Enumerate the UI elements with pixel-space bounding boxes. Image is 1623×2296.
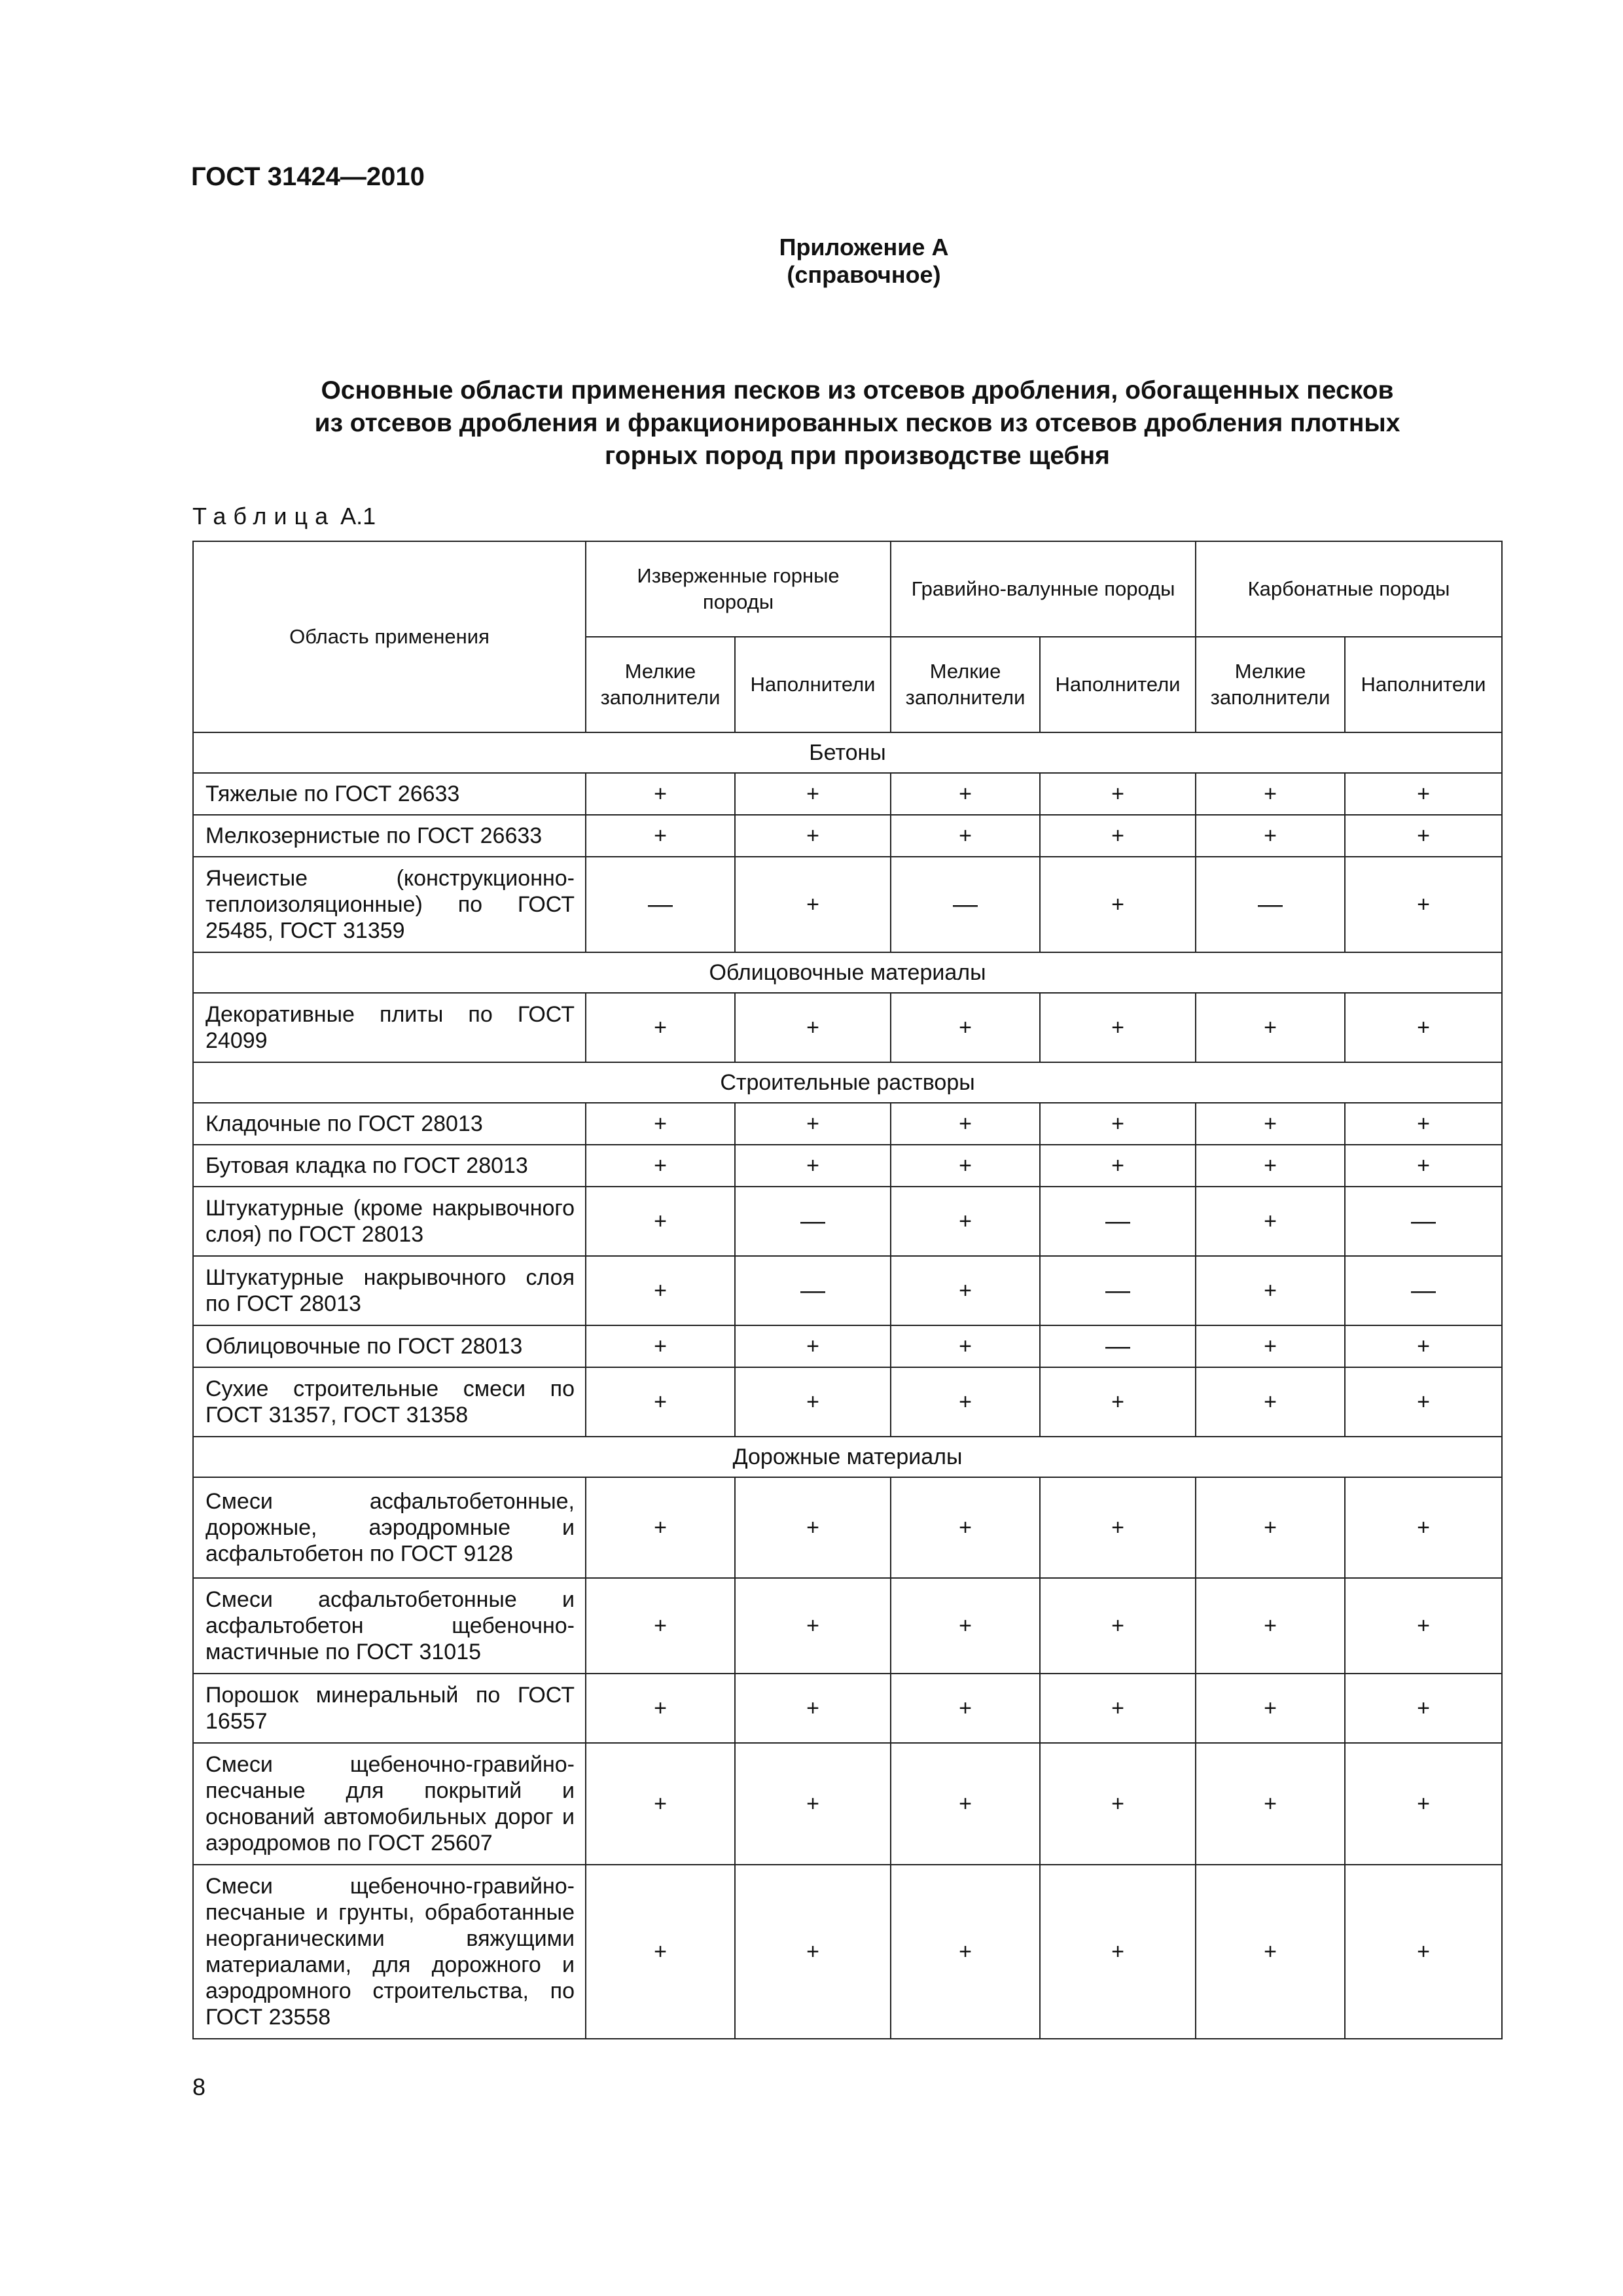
applicable-mark: + bbox=[1345, 1145, 1502, 1187]
header-group-carbonate: Карбонатные породы bbox=[1196, 541, 1502, 637]
applicable-mark: + bbox=[1345, 857, 1502, 952]
section-row bbox=[193, 1062, 1502, 1103]
applicable-mark: + bbox=[1196, 993, 1345, 1062]
applicable-mark: + bbox=[586, 773, 735, 815]
title-line: Основные области применения песков из отсевов дробления, обогащенных песков bbox=[321, 376, 1394, 404]
applicable-mark: + bbox=[1040, 1103, 1196, 1145]
table-row bbox=[193, 1256, 1502, 1325]
title-line: из отсевов дробления и фракционированных песков из отсевов дробления плотных bbox=[314, 409, 1400, 437]
applications-table bbox=[192, 541, 1503, 2039]
applicable-mark: + bbox=[1196, 1367, 1345, 1437]
applicable-mark: + bbox=[1345, 1367, 1502, 1437]
applicable-mark: + bbox=[586, 1578, 735, 1674]
header-fillers: Наполнители bbox=[1345, 637, 1502, 732]
section-title: Строительные растворы bbox=[193, 1062, 1502, 1103]
applicable-mark: + bbox=[735, 773, 891, 815]
applicable-mark: + bbox=[586, 1256, 735, 1325]
applicable-mark: + bbox=[1040, 1674, 1196, 1743]
applicable-mark: + bbox=[1345, 773, 1502, 815]
appendix-kind: (справочное) bbox=[787, 261, 941, 288]
applicable-mark: + bbox=[891, 773, 1040, 815]
applicable-mark: + bbox=[1345, 993, 1502, 1062]
document-code: ГОСТ 31424—2010 bbox=[191, 162, 425, 191]
applicable-mark: + bbox=[586, 1325, 735, 1367]
applicable-mark: + bbox=[1345, 1674, 1502, 1743]
applicable-mark: + bbox=[891, 1578, 1040, 1674]
application-name: Сухие строительные смеси по ГОСТ 31357, ГОСТ 31358 bbox=[193, 1367, 586, 1437]
applicable-mark: + bbox=[735, 993, 891, 1062]
applicable-mark: + bbox=[735, 857, 891, 952]
applicable-mark: + bbox=[1040, 857, 1196, 952]
applicable-mark: + bbox=[1040, 993, 1196, 1062]
table-row bbox=[193, 1743, 1502, 1865]
table-row bbox=[193, 1578, 1502, 1674]
table-row bbox=[193, 857, 1502, 952]
applicable-mark: + bbox=[1345, 1865, 1502, 2039]
applicable-mark: + bbox=[1196, 1145, 1345, 1187]
application-name: Декоративные плиты по ГОСТ 24099 bbox=[193, 993, 586, 1062]
applicable-mark: + bbox=[735, 1674, 891, 1743]
applicable-mark: + bbox=[735, 1865, 891, 2039]
section-row bbox=[193, 1437, 1502, 1477]
application-name: Ячеистые (конструкционно- теплоизоляционные) по ГОСТ 25485, ГОСТ 31359 bbox=[193, 857, 586, 952]
applicable-mark: + bbox=[891, 1103, 1040, 1145]
not-applicable-mark: — bbox=[1345, 1187, 1502, 1256]
applicable-mark: + bbox=[586, 1367, 735, 1437]
not-applicable-mark: — bbox=[1196, 857, 1345, 952]
application-name: Смеси асфальтобетонные, дорожные, аэродромные и асфальтобетон по ГОСТ 9128 bbox=[193, 1477, 586, 1578]
applicable-mark: + bbox=[891, 1477, 1040, 1578]
table-row bbox=[193, 1674, 1502, 1743]
applicable-mark: + bbox=[891, 1187, 1040, 1256]
applicable-mark: + bbox=[735, 1367, 891, 1437]
section-row bbox=[193, 952, 1502, 993]
title-line: горных пород при производстве щебня bbox=[605, 442, 1110, 470]
applicable-mark: + bbox=[1196, 773, 1345, 815]
not-applicable-mark: — bbox=[1040, 1187, 1196, 1256]
table-label-word: Таблица bbox=[192, 503, 336, 529]
applicable-mark: + bbox=[1345, 1325, 1502, 1367]
applicable-mark: + bbox=[891, 1367, 1040, 1437]
table-row bbox=[193, 1145, 1502, 1187]
section-title: Бетоны bbox=[193, 732, 1502, 773]
applicable-mark: + bbox=[1196, 1187, 1345, 1256]
application-name: Бутовая кладка по ГОСТ 28013 bbox=[193, 1145, 586, 1187]
application-name: Смеси асфальтобетонные и асфальтобетон щебеночно-мастичные по ГОСТ 31015 bbox=[193, 1578, 586, 1674]
applicable-mark: + bbox=[1196, 1477, 1345, 1578]
applicable-mark: + bbox=[735, 1103, 891, 1145]
application-name: Облицовочные по ГОСТ 28013 bbox=[193, 1325, 586, 1367]
applicable-mark: + bbox=[1196, 1578, 1345, 1674]
applicable-mark: + bbox=[1345, 815, 1502, 857]
header-row-groups bbox=[193, 541, 1502, 637]
applicable-mark: + bbox=[1345, 1477, 1502, 1578]
header-fillers: Наполнители bbox=[735, 637, 891, 732]
applicable-mark: + bbox=[1345, 1578, 1502, 1674]
not-applicable-mark: — bbox=[586, 857, 735, 952]
applicable-mark: + bbox=[1196, 1256, 1345, 1325]
applicable-mark: + bbox=[735, 1477, 891, 1578]
not-applicable-mark: — bbox=[1345, 1256, 1502, 1325]
applicable-mark: + bbox=[1345, 1743, 1502, 1865]
table-row bbox=[193, 1477, 1502, 1578]
application-name: Кладочные по ГОСТ 28013 bbox=[193, 1103, 586, 1145]
table-label bbox=[192, 503, 376, 530]
not-applicable-mark: — bbox=[1040, 1325, 1196, 1367]
applicable-mark: + bbox=[735, 1743, 891, 1865]
table-row bbox=[193, 993, 1502, 1062]
applicable-mark: + bbox=[1040, 1865, 1196, 2039]
applicable-mark: + bbox=[1040, 1145, 1196, 1187]
applicable-mark: + bbox=[735, 1325, 891, 1367]
table-row bbox=[193, 1865, 1502, 2039]
not-applicable-mark: — bbox=[891, 857, 1040, 952]
section-title: Дорожные материалы bbox=[193, 1437, 1502, 1477]
applicable-mark: + bbox=[586, 1145, 735, 1187]
section-row bbox=[193, 732, 1502, 773]
header-fine-aggregates: Мелкие заполнители bbox=[586, 637, 735, 732]
applicable-mark: + bbox=[735, 1145, 891, 1187]
applicable-mark: + bbox=[891, 1145, 1040, 1187]
application-name: Смеси щебеночно-гравийно-песчаные и грунты, обработанные неорганическими вяжущими материалами, для дорожного и аэродромного строительства, по ГОСТ 23558 bbox=[193, 1865, 586, 2039]
applicable-mark: + bbox=[891, 993, 1040, 1062]
applicable-mark: + bbox=[1196, 1103, 1345, 1145]
table-row bbox=[193, 1103, 1502, 1145]
applicable-mark: + bbox=[1196, 1743, 1345, 1865]
applicable-mark: + bbox=[1040, 1367, 1196, 1437]
applicable-mark: + bbox=[891, 815, 1040, 857]
table-row bbox=[193, 1325, 1502, 1367]
header-area: Область применения bbox=[193, 541, 586, 732]
header-group-igneous: Изверженные горные породы bbox=[586, 541, 891, 637]
applicable-mark: + bbox=[1040, 773, 1196, 815]
applicable-mark: + bbox=[1040, 1743, 1196, 1865]
table-label-number: А.1 bbox=[340, 503, 376, 529]
application-name: Смеси щебеночно-гравийно-песчаные для покрытий и оснований автомобильных дорог и аэродромов по ГОСТ 25607 bbox=[193, 1743, 586, 1865]
table-row bbox=[193, 773, 1502, 815]
application-name: Мелкозернистые по ГОСТ 26633 bbox=[193, 815, 586, 857]
applicable-mark: + bbox=[586, 1477, 735, 1578]
applicable-mark: + bbox=[586, 1187, 735, 1256]
header-fine-aggregates: Мелкие заполнители bbox=[1196, 637, 1345, 732]
application-name: Порошок минеральный по ГОСТ 16557 bbox=[193, 1674, 586, 1743]
applicable-mark: + bbox=[1196, 815, 1345, 857]
applicable-mark: + bbox=[586, 1103, 735, 1145]
applicable-mark: + bbox=[1196, 1865, 1345, 2039]
applicable-mark: + bbox=[891, 1256, 1040, 1325]
header-fine-aggregates: Мелкие заполнители bbox=[891, 637, 1040, 732]
section-title: Облицовочные материалы bbox=[193, 952, 1502, 993]
table-row bbox=[193, 1367, 1502, 1437]
document-title bbox=[236, 374, 1479, 473]
application-name: Штукатурные накрывочного слоя по ГОСТ 28013 bbox=[193, 1256, 586, 1325]
not-applicable-mark: — bbox=[1040, 1256, 1196, 1325]
applicable-mark: + bbox=[586, 1865, 735, 2039]
not-applicable-mark: — bbox=[735, 1256, 891, 1325]
applicable-mark: + bbox=[1196, 1674, 1345, 1743]
table-row bbox=[193, 1187, 1502, 1256]
applicable-mark: + bbox=[891, 1674, 1040, 1743]
application-name: Тяжелые по ГОСТ 26633 bbox=[193, 773, 586, 815]
header-fillers: Наполнители bbox=[1040, 637, 1196, 732]
applicable-mark: + bbox=[1040, 1578, 1196, 1674]
appendix-title: Приложение А bbox=[779, 234, 949, 260]
applicable-mark: + bbox=[1040, 1477, 1196, 1578]
applicable-mark: + bbox=[891, 1325, 1040, 1367]
table-row bbox=[193, 815, 1502, 857]
applicable-mark: + bbox=[1345, 1103, 1502, 1145]
applicable-mark: + bbox=[735, 1578, 891, 1674]
application-name: Штукатурные (кроме накрывочного слоя) по ГОСТ 28013 bbox=[193, 1187, 586, 1256]
applicable-mark: + bbox=[735, 815, 891, 857]
applicable-mark: + bbox=[891, 1743, 1040, 1865]
applicable-mark: + bbox=[1040, 815, 1196, 857]
header-group-gravel: Гравийно-валунные породы bbox=[891, 541, 1196, 637]
applicable-mark: + bbox=[586, 1674, 735, 1743]
not-applicable-mark: — bbox=[735, 1187, 891, 1256]
applicable-mark: + bbox=[1196, 1325, 1345, 1367]
applicable-mark: + bbox=[586, 1743, 735, 1865]
page-number: 8 bbox=[192, 2073, 206, 2100]
applicable-mark: + bbox=[891, 1865, 1040, 2039]
applicable-mark: + bbox=[586, 815, 735, 857]
applicable-mark: + bbox=[586, 993, 735, 1062]
